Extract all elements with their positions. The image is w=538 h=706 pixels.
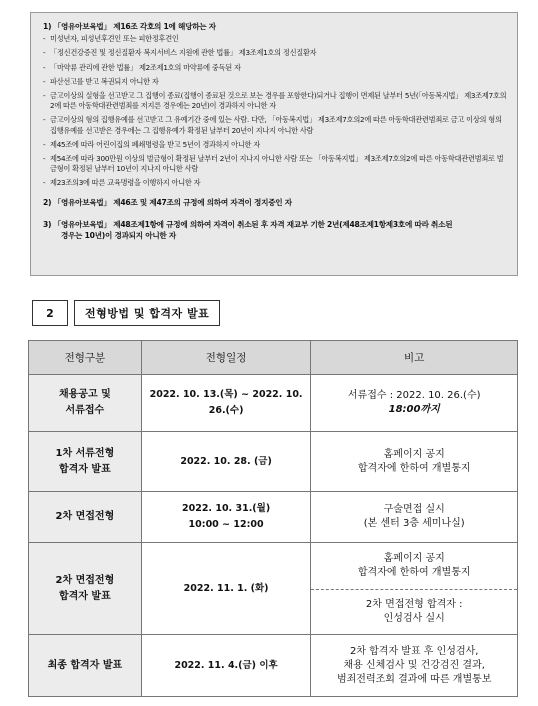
header-note: 비고 <box>311 341 518 375</box>
date-line: 2022. 10. 13.(목) ~ 2022. 10. 26.(수) <box>149 389 303 416</box>
note-line: 18:00까지 <box>388 404 440 415</box>
row-category <box>29 375 142 432</box>
row-date <box>141 492 311 543</box>
row-date <box>141 375 311 432</box>
category-line: 서류접수 <box>65 405 105 416</box>
category-line: 2차 면접전형 <box>55 511 115 522</box>
table-row <box>29 543 518 590</box>
eligibility-heading: 1) 「영유아보육법」 제16조 각호의 1에 해당하는 자 <box>43 22 216 31</box>
category-line: 1차 서류전형 <box>55 447 115 459</box>
eligibility-item: - 「마약류 관리에 관한 법률」 제2조제1호의 마약류에 중독된 자 <box>43 63 509 73</box>
note-line: 합격자에 한하여 개별통지 <box>357 567 471 578</box>
row-date <box>141 432 311 492</box>
eligibility-section-3 <box>43 219 509 242</box>
category-line: 최종 합격자 발표 <box>47 659 123 671</box>
note-line: 홈페이지 공지 <box>383 448 445 460</box>
eligibility-item: - 금고이상의 실형을 선고받고 그 집행이 종료(집행이 종료된 것으로 보는 경우를 포함한다)되거나 집행이 면제된 날부터 5년(「아동복지법」 제3조제7호의2에 따른 아동학대관련범죄를 저지른 경우에는 20년)이 경과하지 아니한 자 <box>43 91 509 111</box>
row-category <box>29 492 142 543</box>
date-line: 2022. 11. 4.(금) 이후 <box>174 659 278 671</box>
note-line: 합격자에 한하여 개별통지 <box>357 462 471 474</box>
table-row <box>29 492 518 543</box>
category-line: 합격자 발표 <box>58 590 111 602</box>
section-heading <box>32 300 220 326</box>
note-line: 2차 합격자 발표 후 인성검사, <box>349 645 479 657</box>
eligibility-list <box>43 34 509 188</box>
eligibility-item: - 금고이상의 형의 집행유예를 선고받고 그 유예기간 중에 있는 사람. 다만, 「아동복지법」 제3조제7호의2에 따른 아동학대관련범죄로 금고 이상의 형의 집행유예를 선고받은 경우에는 그 집행유예가 확정된 날부터 20년이 지나지 아니한 사람 <box>43 115 509 135</box>
note-line: 인성검사 실시 <box>383 613 445 624</box>
schedule-table <box>28 340 518 697</box>
date-line: 2022. 11. 1. (화) <box>183 582 269 594</box>
category-line: 채용공고 및 <box>58 389 111 400</box>
eligibility-item: - 제54조에 따라 300만원 이상의 벌금형이 확정된 날부터 2년이 지나지 아니한 사람 또는 「아동복지법」 제3조제7호의2에 따른 아동학대관련범죄로 벌금형이 확정된 날부터 10년이 지나지 아니한 사람 <box>43 154 509 174</box>
note-line: (본 센터 3층 세미나실) <box>363 518 465 529</box>
category-line: 합격자 발표 <box>58 463 111 475</box>
eligibility-item: - 제23조의3에 따른 교육명령을 이행하지 아니한 자 <box>43 178 509 188</box>
table-header-row <box>29 341 518 375</box>
row-category <box>29 432 142 492</box>
note-line: 채용 신체검사 및 건강검진 결과, <box>343 659 485 671</box>
date-line: 2022. 10. 31.(월) <box>181 503 271 514</box>
eligibility-section-2: 2) 「영유아보육법」 제46조 및 제47조의 규정에 의하여 자격이 정지중인 자 <box>43 197 292 207</box>
table-row <box>29 635 518 697</box>
date-line: 10:00 ~ 12:00 <box>188 519 264 530</box>
table-row <box>29 375 518 432</box>
header-category: 전형구분 <box>29 341 142 375</box>
note-line: 홈페이지 공지 <box>383 553 445 564</box>
row-note-secondary <box>311 590 518 635</box>
eligibility-section-3-line1: 3) 「영유아보육법」 제48조제1항에 규정에 의하여 자격이 취소된 후 자격 재교부 기한 2년(제48조제1항제3호에 따라 취소된 <box>43 219 453 229</box>
category-line: 2차 면접전형 <box>55 574 115 586</box>
row-date <box>141 635 311 697</box>
row-date <box>141 543 311 635</box>
note-line: 범죄전력조회 결과에 따른 개별통보 <box>336 673 492 685</box>
table-row <box>29 432 518 492</box>
row-note <box>311 635 518 697</box>
eligibility-item: - 파산선고를 받고 복권되지 아니한 자 <box>43 77 509 87</box>
eligibility-box <box>30 12 518 276</box>
eligibility-section-3-line2: 경우는 10년)이 경과되지 아니한 자 <box>61 231 176 241</box>
row-note <box>311 432 518 492</box>
eligibility-item: - 「정신건강증진 및 정신질환자 복지서비스 지원에 관한 법률」 제3조제1호의 정신질환자 <box>43 48 509 58</box>
eligibility-item: - 미성년자, 피성년후견인 또는 피한정후견인 <box>43 34 509 44</box>
row-note <box>311 375 518 432</box>
date-line: 2022. 10. 28. (금) <box>180 455 272 467</box>
note-line: 구술면접 실시 <box>383 504 445 515</box>
header-schedule: 전형일정 <box>141 341 311 375</box>
eligibility-item: - 제45조에 따라 어린이집의 폐쇄명령을 받고 5년이 경과하지 아니한 자 <box>43 140 509 150</box>
row-note <box>311 543 518 590</box>
row-category <box>29 635 142 697</box>
note-line: 서류접수 : 2022. 10. 26.(수) <box>347 390 481 401</box>
section-title: 전형방법 및 합격자 발표 <box>74 300 220 326</box>
note-line: 2차 면접전형 합격자 : <box>365 599 463 610</box>
section-number: 2 <box>32 300 68 326</box>
row-category <box>29 543 142 635</box>
row-note <box>311 492 518 543</box>
